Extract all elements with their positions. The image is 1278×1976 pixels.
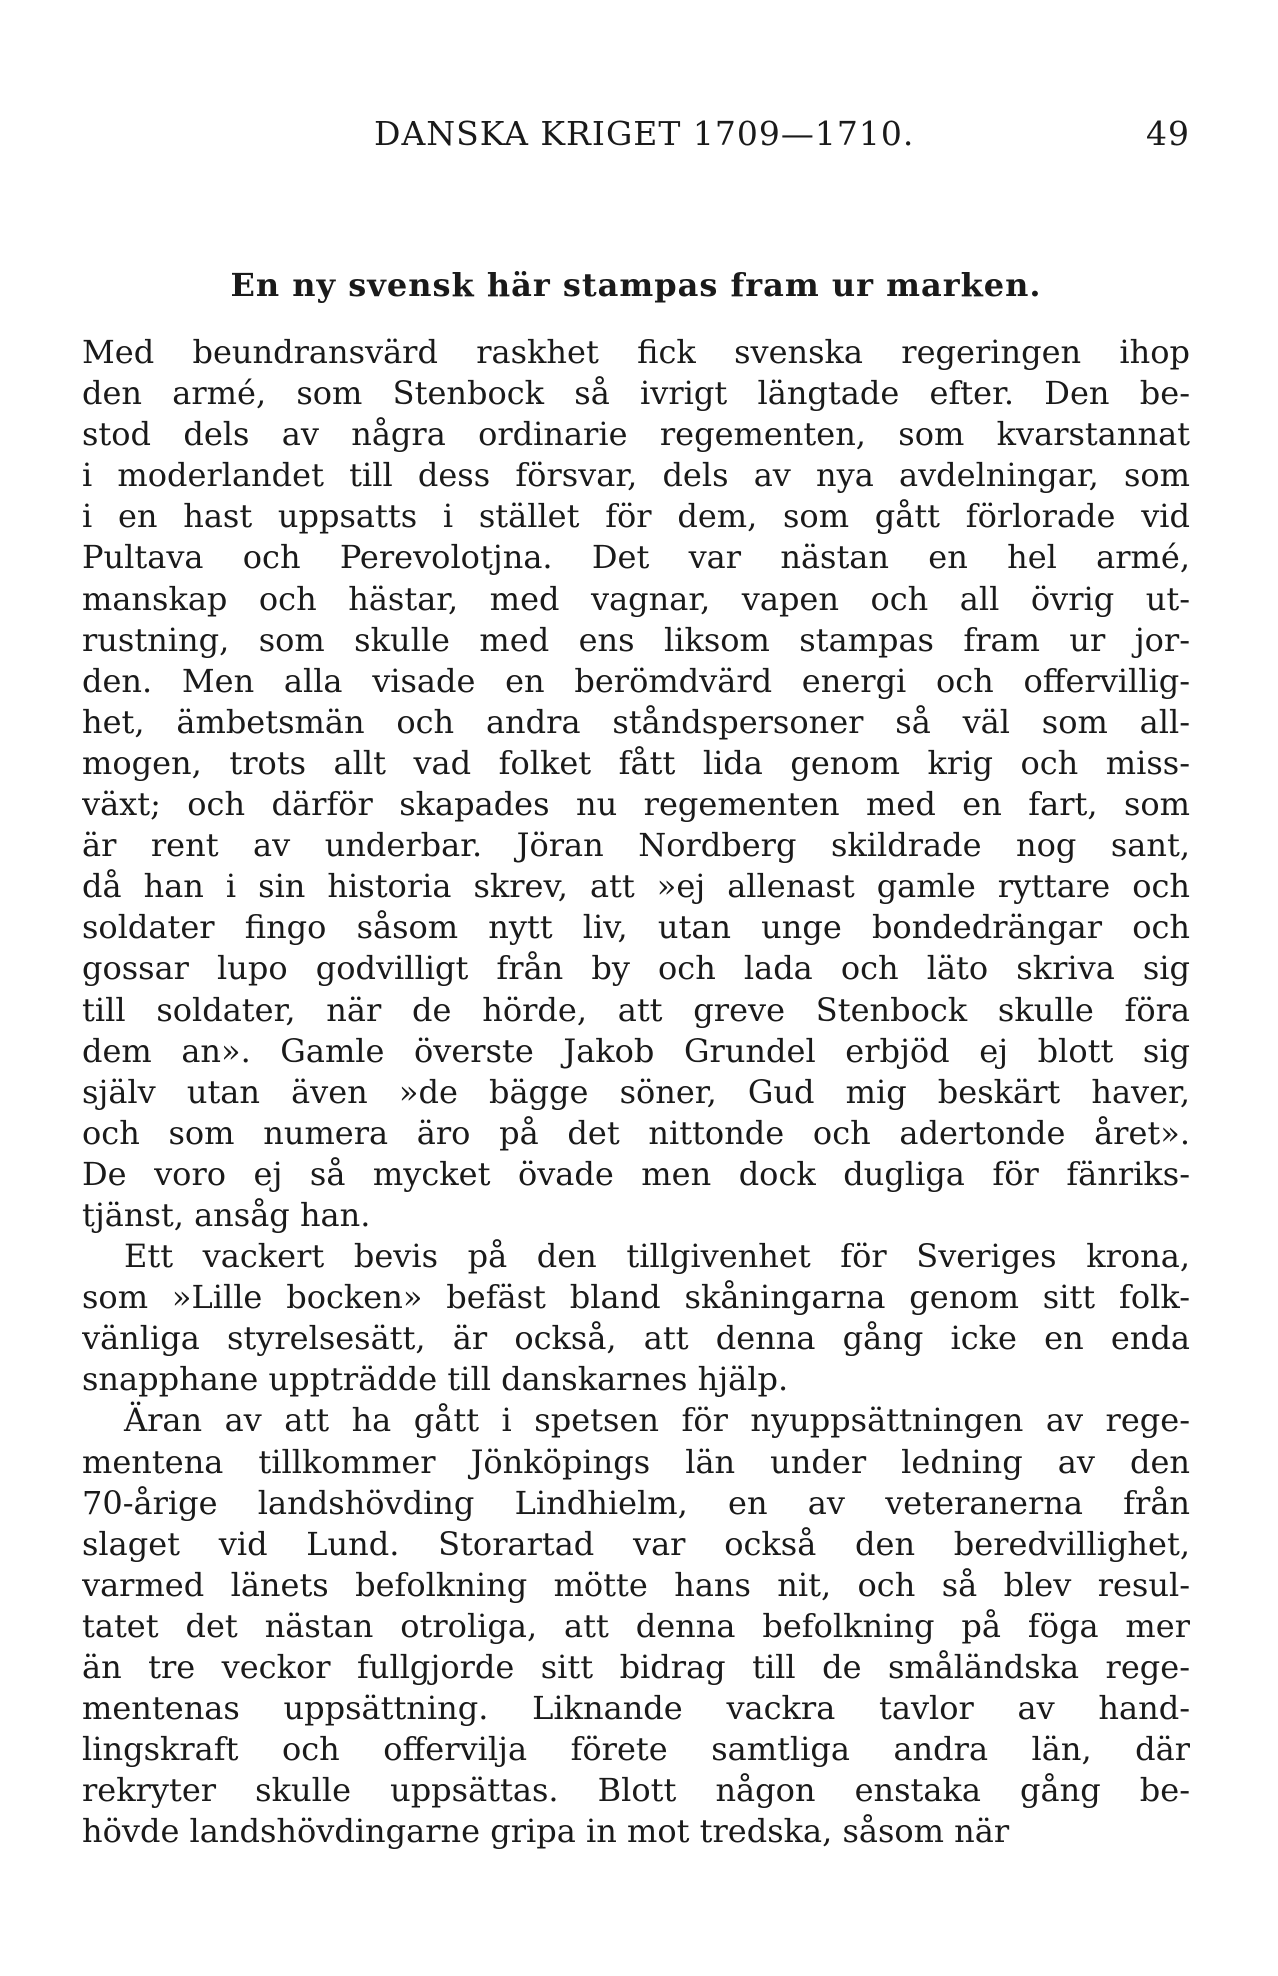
text-line: snapphane uppträdde till danskarnes hjälp. [82, 1360, 789, 1399]
paragraph [82, 1400, 1190, 1852]
text-line: rustning, som skulle med ens liksom stampas fram ur jor- [82, 620, 1190, 659]
text-line: är rent av underbar. Jöran Nordberg skildrade nog sant, [82, 826, 1190, 865]
text-line: som »Lille bocken» befäst bland skåningarna genom sitt folk- [82, 1278, 1190, 1317]
text-line: tatet det nästan otroliga, att denna befolkning på föga mer [82, 1606, 1190, 1645]
body-text [82, 332, 1190, 1852]
text-line: Med beundransvärd raskhet fick svenska regeringen ihop [82, 333, 1190, 371]
text-line: växt; och därför skapades nu regementen med en fart, som [82, 785, 1190, 824]
text-line: Ett vackert bevis på den tillgivenhet för Sveriges krona, [124, 1237, 1190, 1276]
text-line: rekryter skulle uppsättas. Blott någon enstaka gång be- [82, 1771, 1190, 1810]
running-head-title: DANSKA KRIGET 1709—1710. [374, 114, 915, 153]
text-line: mentena tillkommer Jönköpings län under ledning av den [82, 1442, 1190, 1481]
text-line: i moderlandet till dess försvar, dels av nya avdelningar, som [82, 456, 1190, 495]
text-line: hövde landshövdingarne gripa in mot tredska, såsom när [82, 1812, 1010, 1851]
text-line: stod dels av några ordinarie regementen, som kvarstannat [82, 415, 1190, 454]
text-line: än tre veckor fullgjorde sitt bidrag till de småländska rege- [82, 1648, 1190, 1686]
text-line: i en hast uppsatts i stället för dem, som gått förlorade vid [82, 497, 1190, 536]
text-line: och som numera äro på det nittonde och adertonde året». [82, 1113, 1190, 1152]
text-line: vänliga styrelsesätt, är också, att denna gång icke en enda [82, 1319, 1190, 1358]
paragraph [82, 332, 1190, 1236]
text-line: Pultava och Perevolotjna. Det var nästan en hel armé, [82, 538, 1190, 577]
text-line: mogen, trots allt vad folket fått lida genom krig och miss- [82, 743, 1190, 782]
text-line: manskap och hästar, med vagnar, vapen och all övrig ut- [82, 579, 1190, 618]
text-line: den armé, som Stenbock så ivrigt längtade efter. Den be- [82, 374, 1190, 413]
text-line: lingskraft och offervilja förete samtliga andra län, där [82, 1730, 1190, 1769]
text-line: till soldater, när de hörde, att greve Stenbock skulle föra [82, 990, 1190, 1029]
text-line: De voro ej så mycket övade men dock dugliga för fänriks- [82, 1154, 1190, 1193]
text-line: den. Men alla visade en berömdvärd energi och offervillig- [82, 661, 1190, 700]
text-line: slaget vid Lund. Storartad var också den beredvillighet, [82, 1524, 1190, 1563]
text-line: mentenas uppsättning. Liknande vackra tavlor av hand- [82, 1689, 1190, 1728]
text-line: het, ämbetsmän och andra ståndspersoner så väl som all- [82, 702, 1190, 741]
section-heading: En ny svensk här stampas fram ur marken. [230, 266, 1042, 304]
page-number: 49 [1146, 114, 1190, 153]
text-line: soldater fingo såsom nytt liv, utan unge bondedrängar och [82, 908, 1190, 947]
text-line: då han i sin historia skrev, att »ej allenast gamle ryttare och [82, 867, 1190, 906]
text-line: Äran av att ha gått i spetsen för nyuppsättningen av rege- [124, 1401, 1190, 1440]
text-line: tjänst, ansåg han. [82, 1195, 371, 1234]
text-line: varmed länets befolkning mötte hans nit, och så blev resul- [82, 1565, 1190, 1604]
text-line: själv utan även »de bägge söner, Gud mig beskärt haver, [82, 1072, 1190, 1111]
paragraph [82, 1236, 1190, 1400]
text-line: dem an». Gamle överste Jakob Grundel erbjöd ej blott sig [82, 1031, 1190, 1070]
running-head [82, 110, 1190, 160]
book-page [82, 110, 1190, 1852]
text-line: gossar lupo godvilligt från by och lada och läto skriva sig [82, 949, 1190, 988]
text-line: 70-årige landshövding Lindhielm, en av veteranerna från [82, 1483, 1190, 1522]
